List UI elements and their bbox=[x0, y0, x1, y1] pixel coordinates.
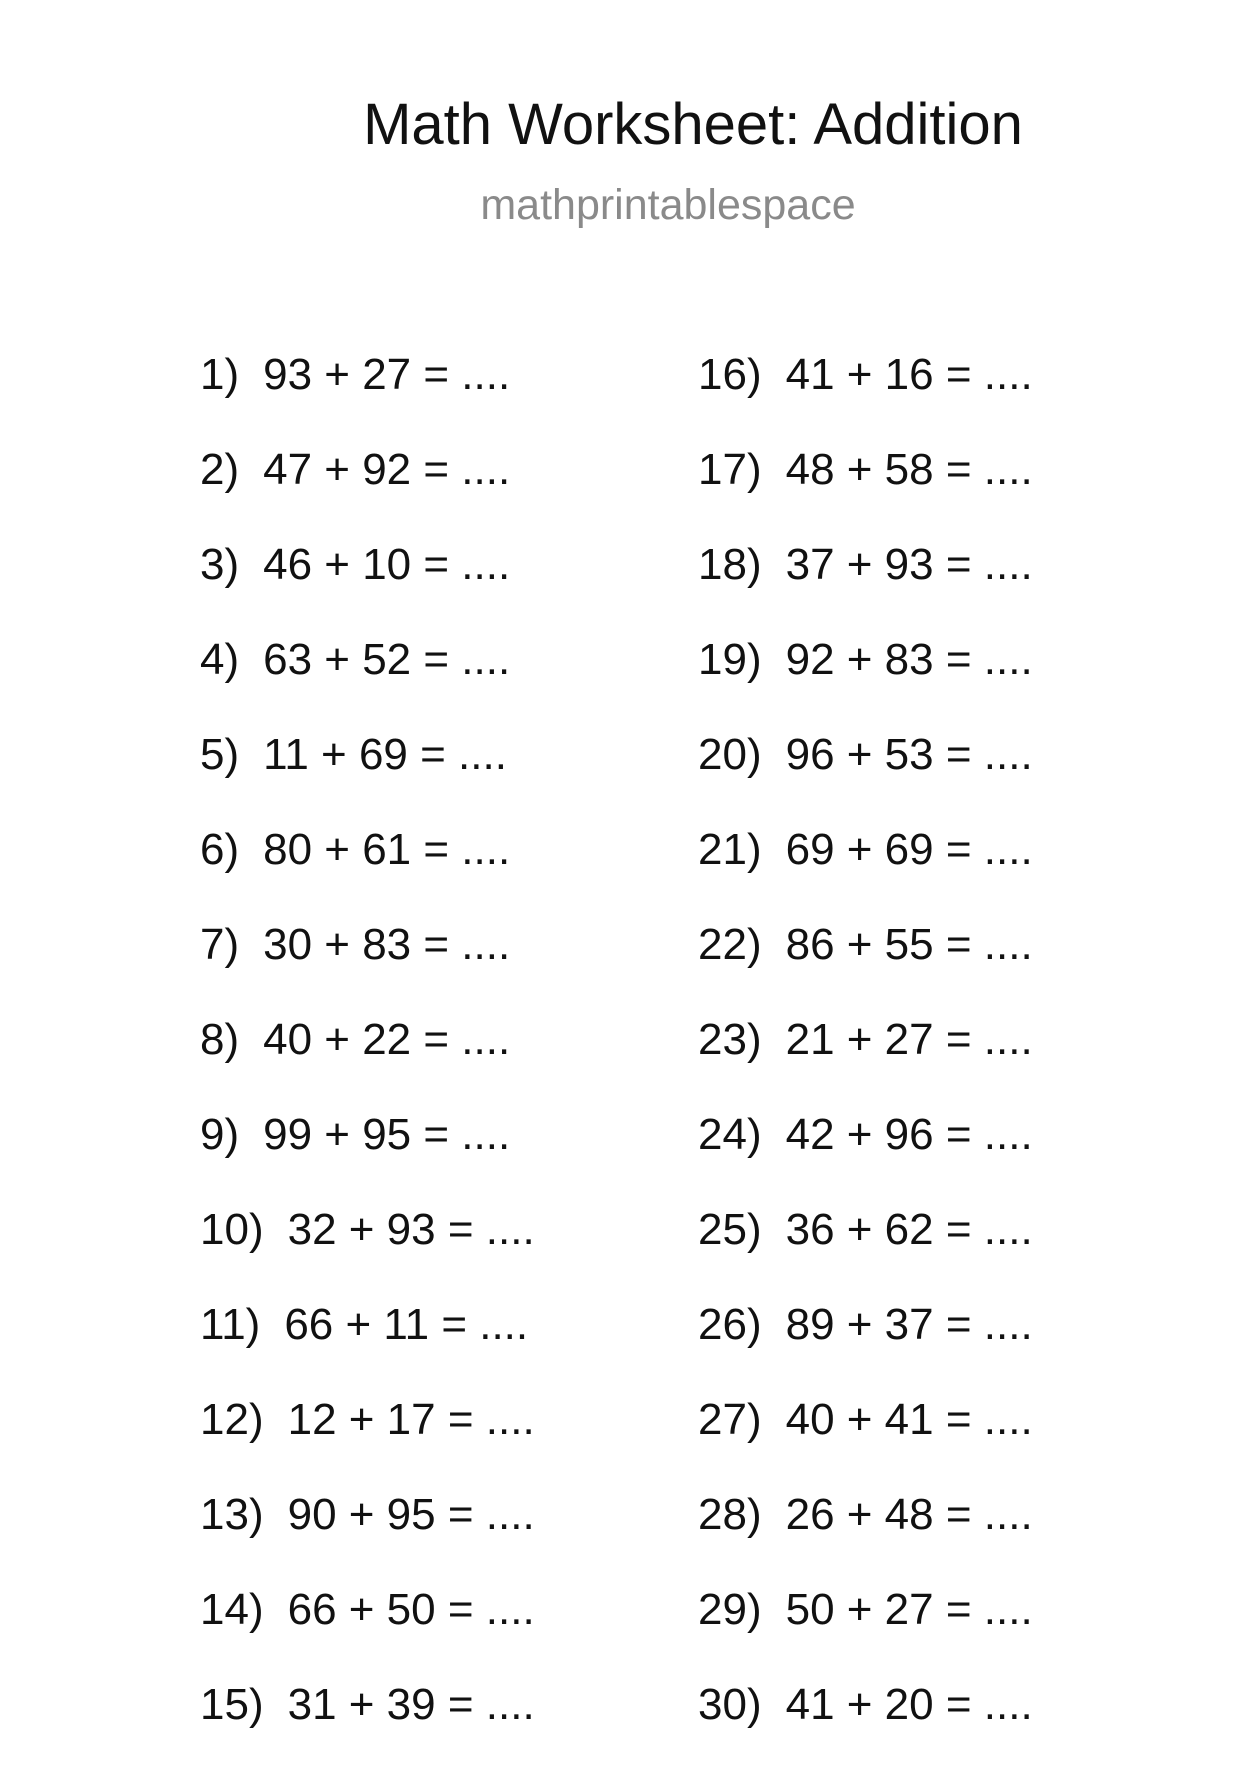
problem-expression: 36 + 62 = .... bbox=[785, 1205, 1033, 1254]
problem-item bbox=[200, 1680, 535, 1775]
problem-expression: 32 + 93 = .... bbox=[287, 1205, 535, 1254]
problem-number: 20) bbox=[698, 730, 762, 779]
problem-item bbox=[698, 920, 1033, 1015]
problem-number: 2) bbox=[200, 445, 240, 494]
problem-number: 28) bbox=[698, 1490, 762, 1539]
problem-item bbox=[698, 1205, 1033, 1300]
problem-item bbox=[200, 730, 535, 825]
problem-number: 8) bbox=[200, 1015, 240, 1064]
problem-expression: 80 + 61 = .... bbox=[263, 825, 511, 874]
problem-expression: 69 + 69 = .... bbox=[785, 825, 1033, 874]
problem-number: 22) bbox=[698, 920, 762, 969]
problem-number: 5) bbox=[200, 730, 240, 779]
problem-expression: 48 + 58 = .... bbox=[785, 445, 1033, 494]
problem-expression: 42 + 96 = .... bbox=[785, 1110, 1033, 1159]
problem-item bbox=[698, 1680, 1033, 1775]
problem-expression: 31 + 39 = .... bbox=[287, 1680, 535, 1729]
problem-item bbox=[698, 1490, 1033, 1585]
problem-number: 18) bbox=[698, 540, 762, 589]
problem-item bbox=[698, 1395, 1033, 1490]
problem-expression: 90 + 95 = .... bbox=[287, 1490, 535, 1539]
problem-expression: 86 + 55 = .... bbox=[785, 920, 1033, 969]
problem-expression: 41 + 20 = .... bbox=[785, 1680, 1033, 1729]
problem-number: 26) bbox=[698, 1300, 762, 1349]
page-title: Math Worksheet: Addition bbox=[363, 92, 1023, 157]
problem-item bbox=[200, 1585, 535, 1680]
problem-expression: 89 + 37 = .... bbox=[785, 1300, 1033, 1349]
problem-item bbox=[200, 445, 535, 540]
problem-item bbox=[200, 1300, 535, 1395]
problem-item bbox=[200, 1490, 535, 1585]
problem-number: 24) bbox=[698, 1110, 762, 1159]
problem-item bbox=[200, 1395, 535, 1490]
problem-item bbox=[698, 1300, 1033, 1395]
problem-expression: 47 + 92 = .... bbox=[263, 445, 511, 494]
problem-item bbox=[698, 825, 1033, 920]
problem-expression: 92 + 83 = .... bbox=[785, 635, 1033, 684]
problem-number: 10) bbox=[200, 1205, 264, 1254]
problem-number: 12) bbox=[200, 1395, 264, 1444]
problem-item bbox=[200, 350, 535, 445]
problem-item bbox=[200, 920, 535, 1015]
problem-expression: 11 + 69 = .... bbox=[263, 730, 507, 779]
problem-number: 11) bbox=[200, 1300, 261, 1349]
problem-item bbox=[698, 635, 1033, 730]
problem-number: 6) bbox=[200, 825, 240, 874]
problem-expression: 63 + 52 = .... bbox=[263, 635, 511, 684]
problem-number: 3) bbox=[200, 540, 240, 589]
problem-number: 1) bbox=[200, 350, 240, 399]
problem-item bbox=[200, 1015, 535, 1110]
problem-item bbox=[698, 445, 1033, 540]
problem-number: 23) bbox=[698, 1015, 762, 1064]
problem-number: 30) bbox=[698, 1680, 762, 1729]
problem-item bbox=[698, 1585, 1033, 1680]
problem-item bbox=[200, 635, 535, 730]
problem-expression: 66 + 11 = .... bbox=[284, 1300, 529, 1349]
problem-number: 25) bbox=[698, 1205, 762, 1254]
problem-number: 15) bbox=[200, 1680, 264, 1729]
problem-number: 27) bbox=[698, 1395, 762, 1444]
problem-expression: 41 + 16 = .... bbox=[785, 350, 1033, 399]
problem-item bbox=[200, 540, 535, 635]
problem-column-right bbox=[698, 350, 1033, 1775]
problem-expression: 66 + 50 = .... bbox=[287, 1585, 535, 1634]
problem-item bbox=[200, 1110, 535, 1205]
problem-number: 21) bbox=[698, 825, 762, 874]
problem-number: 4) bbox=[200, 635, 240, 684]
problem-number: 17) bbox=[698, 445, 762, 494]
problem-number: 13) bbox=[200, 1490, 264, 1539]
problem-expression: 99 + 95 = .... bbox=[263, 1110, 511, 1159]
problem-item bbox=[698, 1110, 1033, 1205]
problem-number: 7) bbox=[200, 920, 240, 969]
problem-expression: 50 + 27 = .... bbox=[785, 1585, 1033, 1634]
problem-item bbox=[698, 350, 1033, 445]
problem-number: 14) bbox=[200, 1585, 264, 1634]
problem-number: 16) bbox=[698, 350, 762, 399]
problem-item bbox=[698, 540, 1033, 635]
problem-item bbox=[698, 730, 1033, 825]
problem-expression: 26 + 48 = .... bbox=[785, 1490, 1033, 1539]
problem-expression: 40 + 41 = .... bbox=[785, 1395, 1033, 1444]
problem-column-left bbox=[200, 350, 535, 1775]
problem-expression: 96 + 53 = .... bbox=[785, 730, 1033, 779]
problem-item bbox=[200, 825, 535, 920]
problem-expression: 30 + 83 = .... bbox=[263, 920, 511, 969]
problem-expression: 37 + 93 = .... bbox=[785, 540, 1033, 589]
problem-expression: 40 + 22 = .... bbox=[263, 1015, 511, 1064]
problem-number: 29) bbox=[698, 1585, 762, 1634]
problem-expression: 46 + 10 = .... bbox=[263, 540, 511, 589]
problem-expression: 93 + 27 = .... bbox=[263, 350, 511, 399]
problem-item bbox=[698, 1015, 1033, 1110]
problem-expression: 21 + 27 = .... bbox=[785, 1015, 1033, 1064]
problem-number: 9) bbox=[200, 1110, 240, 1159]
problem-item bbox=[200, 1205, 535, 1300]
problem-number: 19) bbox=[698, 635, 762, 684]
problem-expression: 12 + 17 = .... bbox=[287, 1395, 535, 1444]
page-subtitle: mathprintablespace bbox=[480, 181, 856, 229]
